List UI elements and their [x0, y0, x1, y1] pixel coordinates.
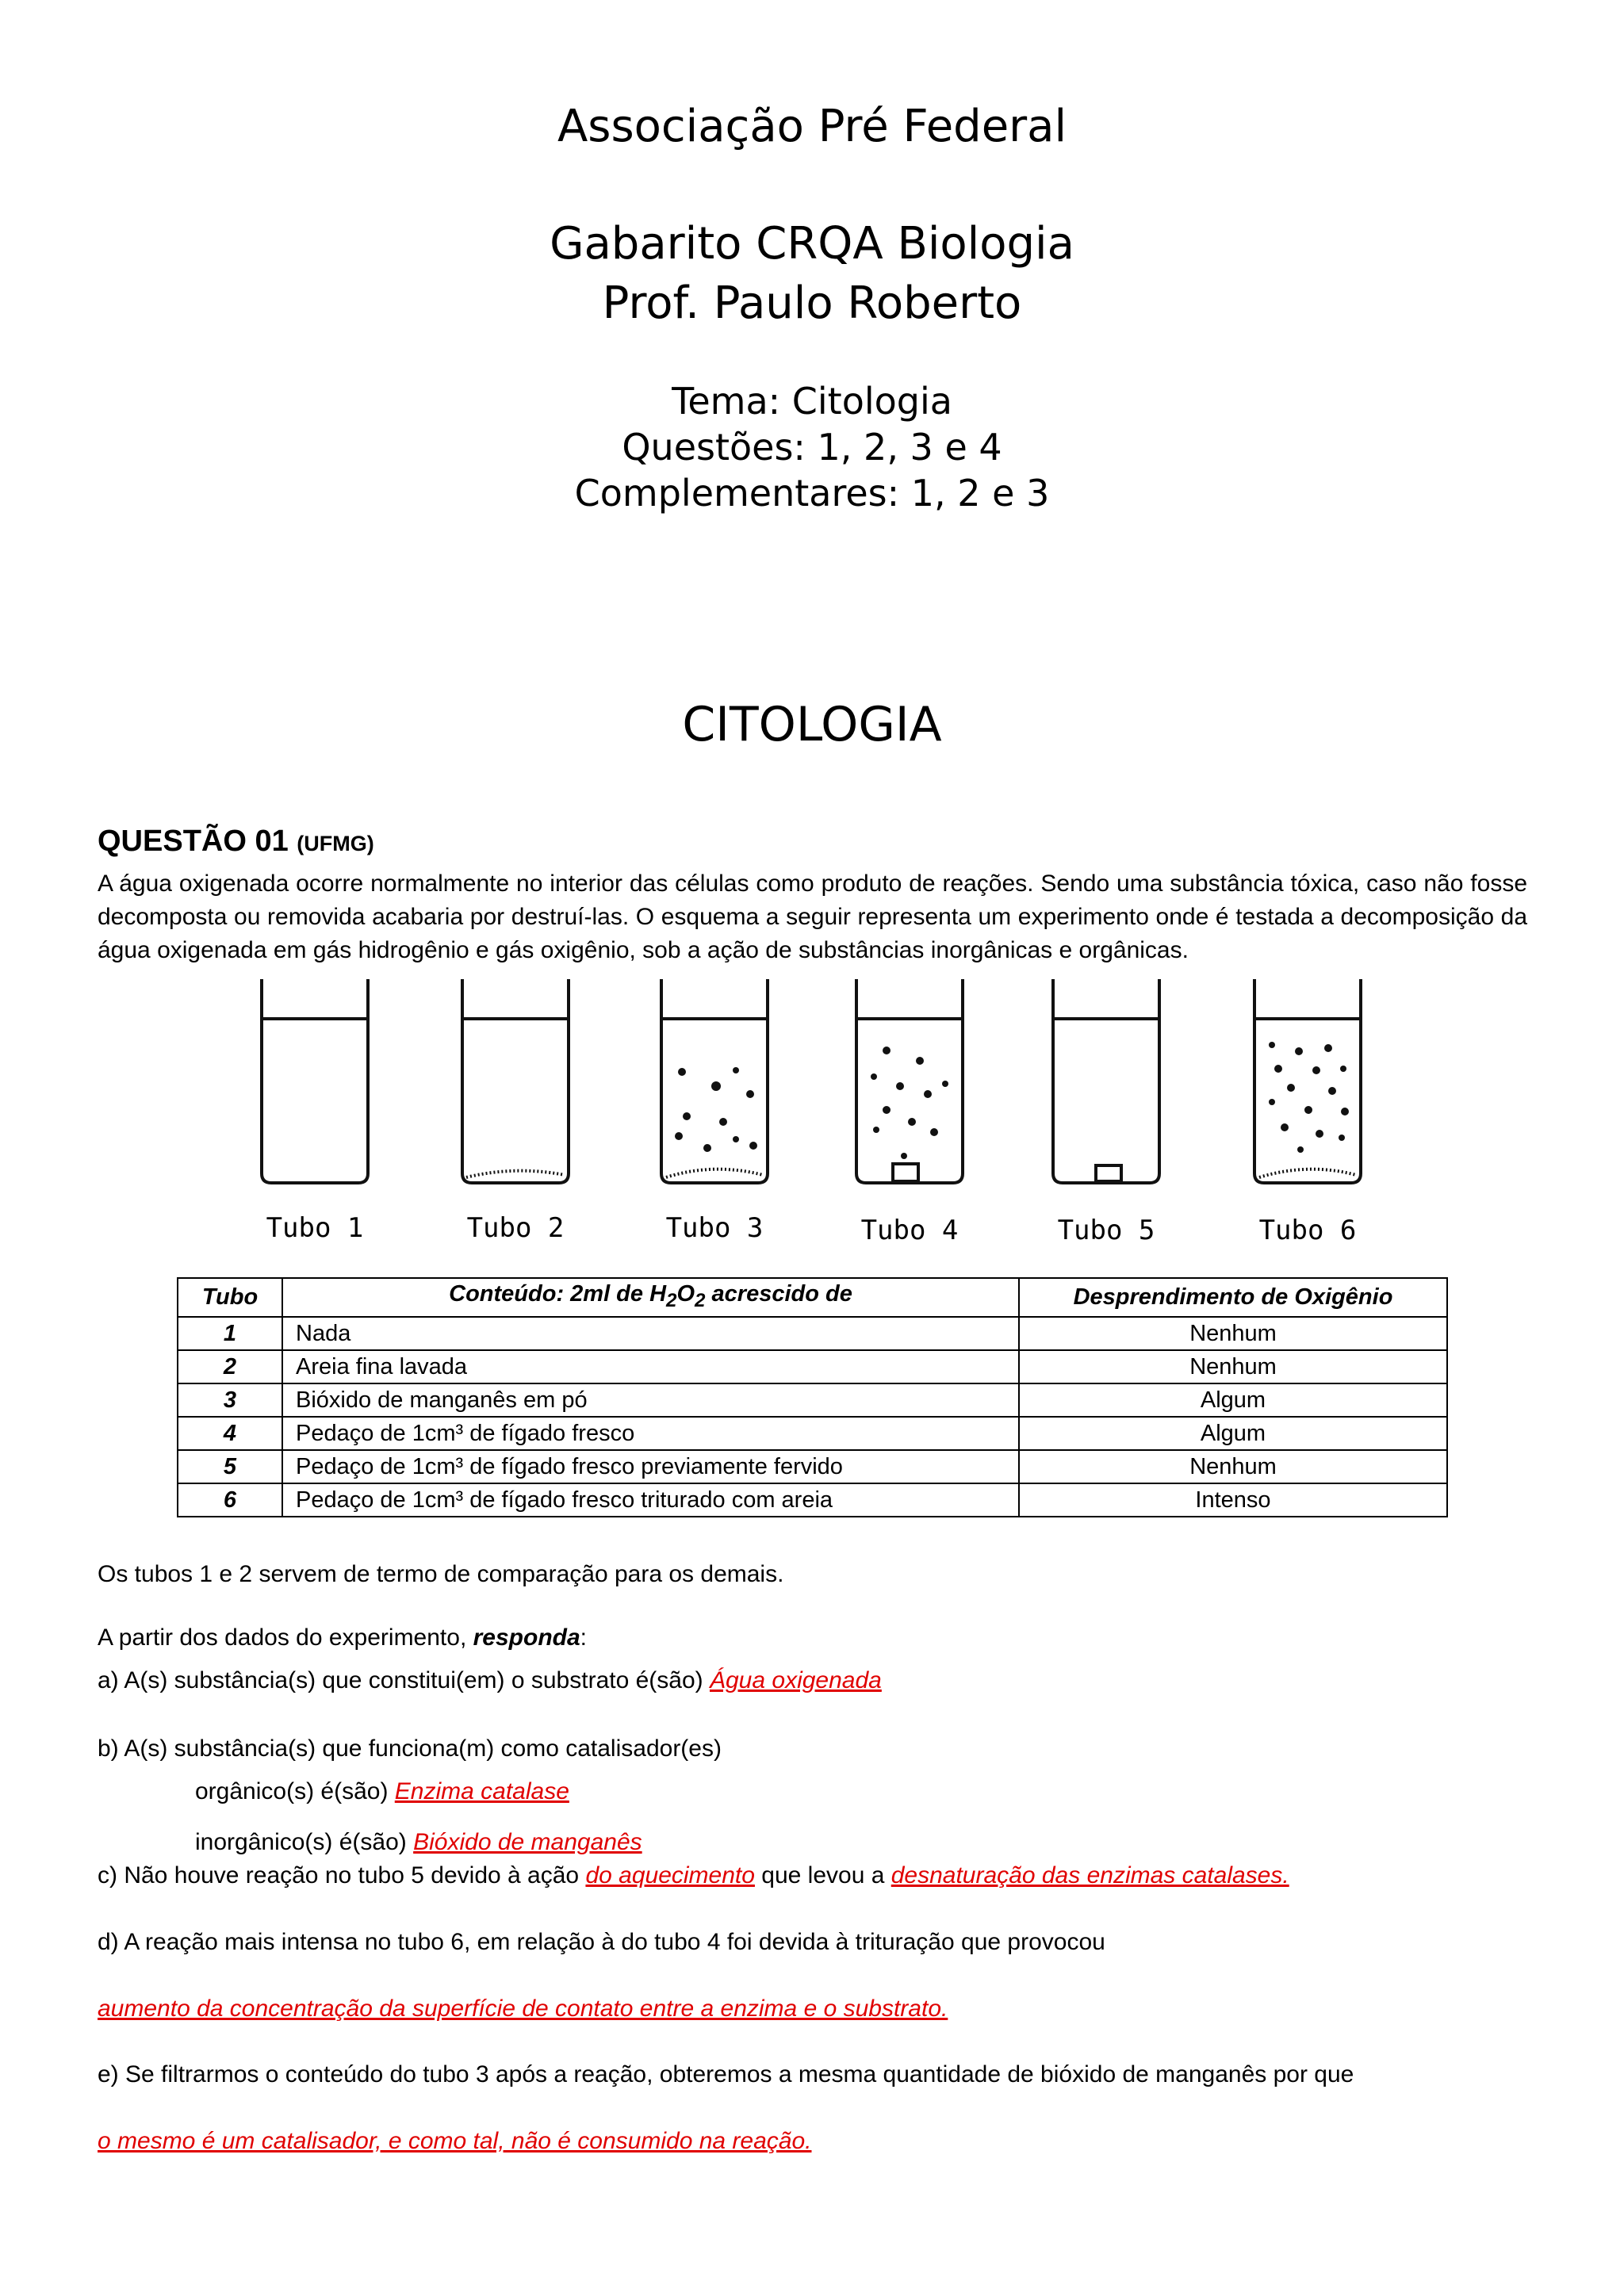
cell-conteudo: Pedaço de 1cm³ de fígado fresco — [282, 1417, 1019, 1450]
tube-3-drawing — [661, 979, 768, 1183]
cell-tubo: 2 — [178, 1350, 282, 1383]
cell-conteudo: Areia fina lavada — [282, 1350, 1019, 1383]
comparison-text: Os tubos 1 e 2 servem de termo de comparação para os demais. — [98, 1561, 784, 1587]
cell-desprendimento: Nenhum — [1019, 1450, 1447, 1483]
answer-c2: desnaturação das enzimas catalases. — [891, 1862, 1289, 1888]
cell-conteudo: Pedaço de 1cm³ de fígado fresco triturado com areia — [282, 1483, 1019, 1517]
questoes-line: Questões: 1, 2, 3 e 4 — [622, 426, 1002, 469]
cell-tubo: 1 — [178, 1317, 282, 1350]
tube-6-drawing — [1254, 979, 1361, 1183]
cell-conteudo: Nada — [282, 1317, 1019, 1350]
tube-label: Tubo 6 — [1258, 1215, 1357, 1246]
item-b-organic: orgânico(s) é(são) Enzima catalase — [195, 1778, 569, 1804]
complementares-line: Complementares: 1, 2 e 3 — [574, 472, 1050, 515]
question-title — [98, 825, 374, 859]
test-tubes-figure — [0, 975, 1624, 1253]
tube-2-drawing — [462, 979, 569, 1183]
item-a: a) A(s) substância(s) que constitui(em) o substrato é(são) Água oxigenada — [98, 1667, 882, 1693]
answer-e: o mesmo é um catalisador, e como tal, não é consumido na reação. — [98, 2128, 812, 2154]
oxygen-bubbles — [675, 1042, 1349, 1159]
item-c: c) Não houve reação no tubo 5 devido à ação do aquecimento que levou a desnaturação das enzimas catalases. — [98, 1862, 1289, 1888]
table-row — [178, 1383, 1447, 1417]
table-row — [178, 1317, 1447, 1350]
cell-desprendimento: Algum — [1019, 1417, 1447, 1450]
tube-5-drawing — [1053, 979, 1159, 1183]
cell-desprendimento: Intenso — [1019, 1483, 1447, 1517]
answer-b-organic: Enzima catalase — [394, 1778, 569, 1804]
answer-d: aumento da concentração da superfície de contato entre a enzima e o substrato. — [98, 1996, 948, 2022]
tube-label: Tubo 3 — [665, 1212, 764, 1244]
table-row — [178, 1350, 1447, 1383]
table-row — [178, 1450, 1447, 1483]
question-intro: A água oxigenada ocorre normalmente no interior das células como produto de reações. Sendo uma substância tóxica, caso não fosse decomposta ou removida acabaria por destruí-las. O esquema a seguir representa um experimento onde é testada a decomposição da água oxigenada em gás hidrogênio e gás oxigênio, sob a ação de substâncias inorgânicas e orgânicas. — [98, 871, 1527, 963]
professor-name: Prof. Paulo Roberto — [602, 277, 1022, 329]
header-desprendimento: Desprendimento de Oxigênio — [1019, 1278, 1447, 1317]
cell-desprendimento: Nenhum — [1019, 1350, 1447, 1383]
item-e: e) Se filtrarmos o conteúdo do tubo 3 após a reação, obteremos a mesma quantidade de bióxido de manganês por que — [98, 2061, 1354, 2087]
section-title: CITOLOGIA — [682, 697, 942, 752]
cell-desprendimento: Algum — [1019, 1383, 1447, 1417]
item-b-inorganic: inorgânico(s) é(são) Bióxido de manganês — [195, 1829, 642, 1855]
question-source: (UFMG) — [297, 832, 374, 855]
cell-tubo: 6 — [178, 1483, 282, 1517]
answer-a: Água oxigenada — [709, 1667, 882, 1693]
table-row — [178, 1417, 1447, 1450]
answer-b-inorganic: Bióxido de manganês — [413, 1829, 642, 1855]
question-number: QUESTÃO 01 — [98, 825, 289, 858]
cell-conteudo: Pedaço de 1cm³ de fígado fresco previamente fervido — [282, 1450, 1019, 1483]
tube-label: Tubo 4 — [860, 1215, 959, 1246]
table-header-row — [178, 1278, 1447, 1317]
cell-desprendimento: Nenhum — [1019, 1317, 1447, 1350]
header-tubo: Tubo — [178, 1278, 282, 1317]
item-d: d) A reação mais intensa no tubo 6, em relação à do tubo 4 foi devida à trituração que provocou — [98, 1929, 1105, 1955]
cell-tubo: 4 — [178, 1417, 282, 1450]
header-conteudo: Conteúdo: 2ml de $H_2O_2$ acrescido de — [282, 1278, 1019, 1317]
table-row — [178, 1483, 1447, 1517]
item-b: b) A(s) substância(s) que funciona(m) como catalisador(es) — [98, 1735, 722, 1762]
cell-tubo: 5 — [178, 1450, 282, 1483]
experiment-table — [177, 1277, 1448, 1517]
gabarito-title: Gabarito CRQA Biologia — [550, 218, 1074, 270]
tube-label: Tubo 2 — [466, 1212, 565, 1244]
answer-c1: do aquecimento — [585, 1862, 755, 1888]
association-title: Associação Pré Federal — [557, 101, 1067, 152]
cell-tubo: 3 — [178, 1383, 282, 1417]
tube-label: Tubo 5 — [1057, 1215, 1155, 1246]
cell-conteudo: Bióxido de manganês em pó — [282, 1383, 1019, 1417]
tube-1-drawing — [262, 979, 368, 1183]
tube-label: Tubo 1 — [266, 1212, 364, 1244]
tema-line: Tema: Citologia — [672, 380, 952, 423]
prompt-text: A partir dos dados do experimento, responda: — [98, 1624, 587, 1651]
